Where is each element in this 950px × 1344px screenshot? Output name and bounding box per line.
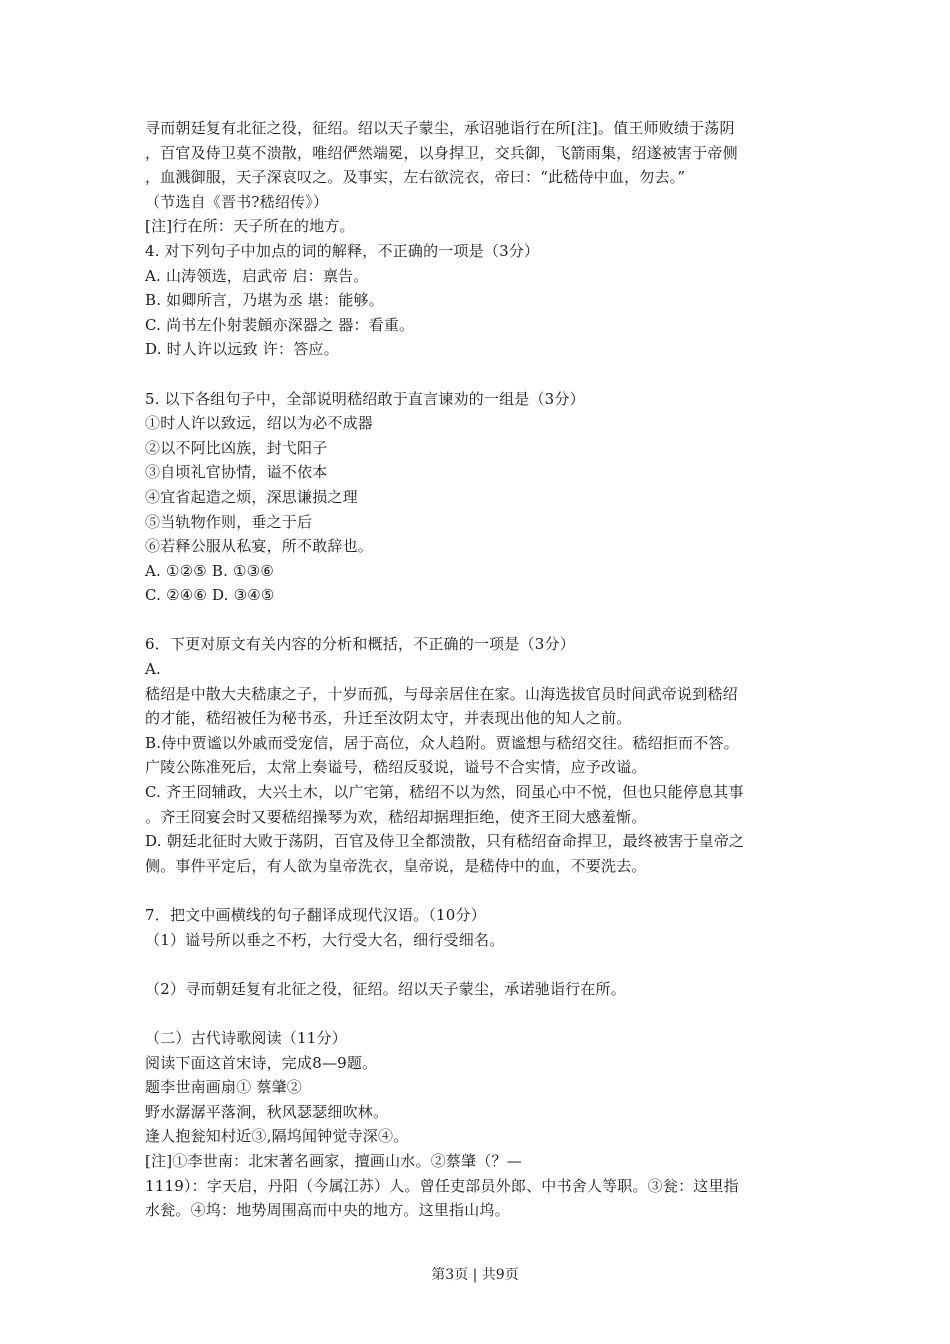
question-5-options: A. ①②⑤ B. ①③⑥ [145,561,274,580]
question-5-options: C. ②④⑥ D. ③④⑤ [145,586,275,605]
spacer [145,608,810,633]
document-body [145,116,810,1223]
question-6-line: D. 朝廷北征时大败于荡阴，百官及侍卫全都溃散，只有嵇绍奋命捍卫，最终被害于皇帝之 [145,832,745,851]
question-6-line: 广陵公陈准死后，太常上奏谥号，嵇绍反驳说，谥号不合实情，应予改谥。 [145,758,647,777]
passage-line: ，血溅御服，天子深哀叹之。及事实，左右欲浣衣，帝曰：“此嵇侍中血，勿去。” [145,168,686,187]
question-5-stem: 5. 以下各组句子中，全部说明嵇绍敢于直言谏劝的一组是（3分） [145,389,585,408]
question-4-option-c: C. 尚书左仆射裴頠亦深器之 器：看重。 [145,315,415,334]
question-5-item: ③自顷礼官协情，谥不依本 [145,463,328,482]
question-6-line: C. 齐王冏辅政，大兴土木，以广宅第，嵇绍不以为然，冏虽心中不悦，但也只能停息其事 [145,783,744,802]
question-6-stem: 6．下更对原文有关内容的分析和概括，不正确的一项是（3分） [145,635,575,654]
question-7-sub2: （2）寻而朝廷复有北征之役，征绍。绍以天子蒙尘，承诺驰诣行在所。 [145,979,626,998]
question-5-item: ⑤当轨物作则，垂之于后 [145,512,313,531]
question-6-line: 侧。事件平定后，有人欲为皇帝洗衣，皇帝说，是嵇侍中的血，不要洗去。 [145,856,647,875]
passage-line: ，百官及侍卫莫不溃散，唯绍俨然端冕，以身捍卫，交兵御，飞箭雨集，绍遂被害于帝侧 [145,143,738,162]
page-footer: 第3页 | 共9页 [431,1267,519,1283]
question-6-line: B.侍中贾谧以外戚而受宠信，居于高位，众人趋附。贾谧想与嵇绍交往。嵇绍拒而不答。 [145,733,739,752]
poem-title: 题李世南画扇① 蔡肇② [145,1078,302,1097]
question-5-item: ⑥若释公服从私宴，所不敢辞也。 [145,537,374,556]
question-7-sub1: （1）谥号所以垂之不朽，大行受大名，细行受细名。 [145,930,505,949]
question-7-stem: 7．把文中画横线的句子翻译成现代汉语。（10分） [145,906,486,924]
question-6-line: 的才能，嵇绍被任为秘书丞，升迁至汝阴太守，并表现出他的知人之前。 [145,709,632,728]
question-5-item: ①时人许以致远，绍以为必不成器 [145,414,374,433]
spacer [145,1001,810,1026]
question-4-stem: 4. 对下列句子中加点的词的解释，不正确的一项是（3分） [145,241,540,260]
question-6-line: A. [145,660,162,679]
question-4-option-b: B. 如卿所言，乃堪为丞 堪：能够。 [145,291,384,310]
question-4-option-d: D. 时人许以远致 许：答应。 [145,340,339,359]
source-citation: （节选自《晋书?嵇绍传》） [145,192,329,211]
passage-note: [注]行在所：天子所在的地方。 [145,217,355,236]
spacer [145,952,810,977]
question-4-option-a: A. 山涛领选，启武帝 启：禀告。 [145,266,369,285]
poem-note: 水瓮。④坞：地势周围高而中央的地方。这里指山坞。 [145,1201,510,1220]
poem-line: 野水潺潺平落涧，秋风瑟瑟细吹林。 [145,1102,389,1121]
question-6-line: 。齐王冏宴会时又要嵇绍操琴为欢，嵇绍却据理拒绝，使齐王冏大感羞惭。 [145,807,647,826]
poetry-intro: 阅读下面这首宋诗，完成8—9题。 [145,1053,378,1072]
poem-note: 1119）：字天启，丹阳（今属江苏）人。曾任吏部员外郎、中书舍人等职。③瓮：这里指 [145,1176,739,1195]
spacer [145,362,810,387]
poetry-heading: （二）古代诗歌阅读（11分） [145,1028,347,1047]
question-6-line: 嵇绍是中散大夫嵇康之子，十岁而孤，与母亲居住在家。山海选拔官员时间武帝说到嵇绍 [145,684,738,703]
spacer [145,878,810,903]
passage-line: 寻而朝廷复有北征之役，征绍。绍以天子蒙尘，承诏驰诣行在所[注]。值王师败绩于荡阴 [145,119,735,137]
question-5-item: ②以不阿比凶族，封弋阳子 [145,438,328,457]
poem-note: [注]①李世南：北宋著名画家，擅画山水。②蔡肇（？— [145,1151,522,1170]
question-5-item: ④宜省起造之烦，深思谦损之理 [145,487,358,506]
poem-line: 逢人抱瓮知村近③,隔坞闻钟觉寺深④。 [145,1127,409,1146]
